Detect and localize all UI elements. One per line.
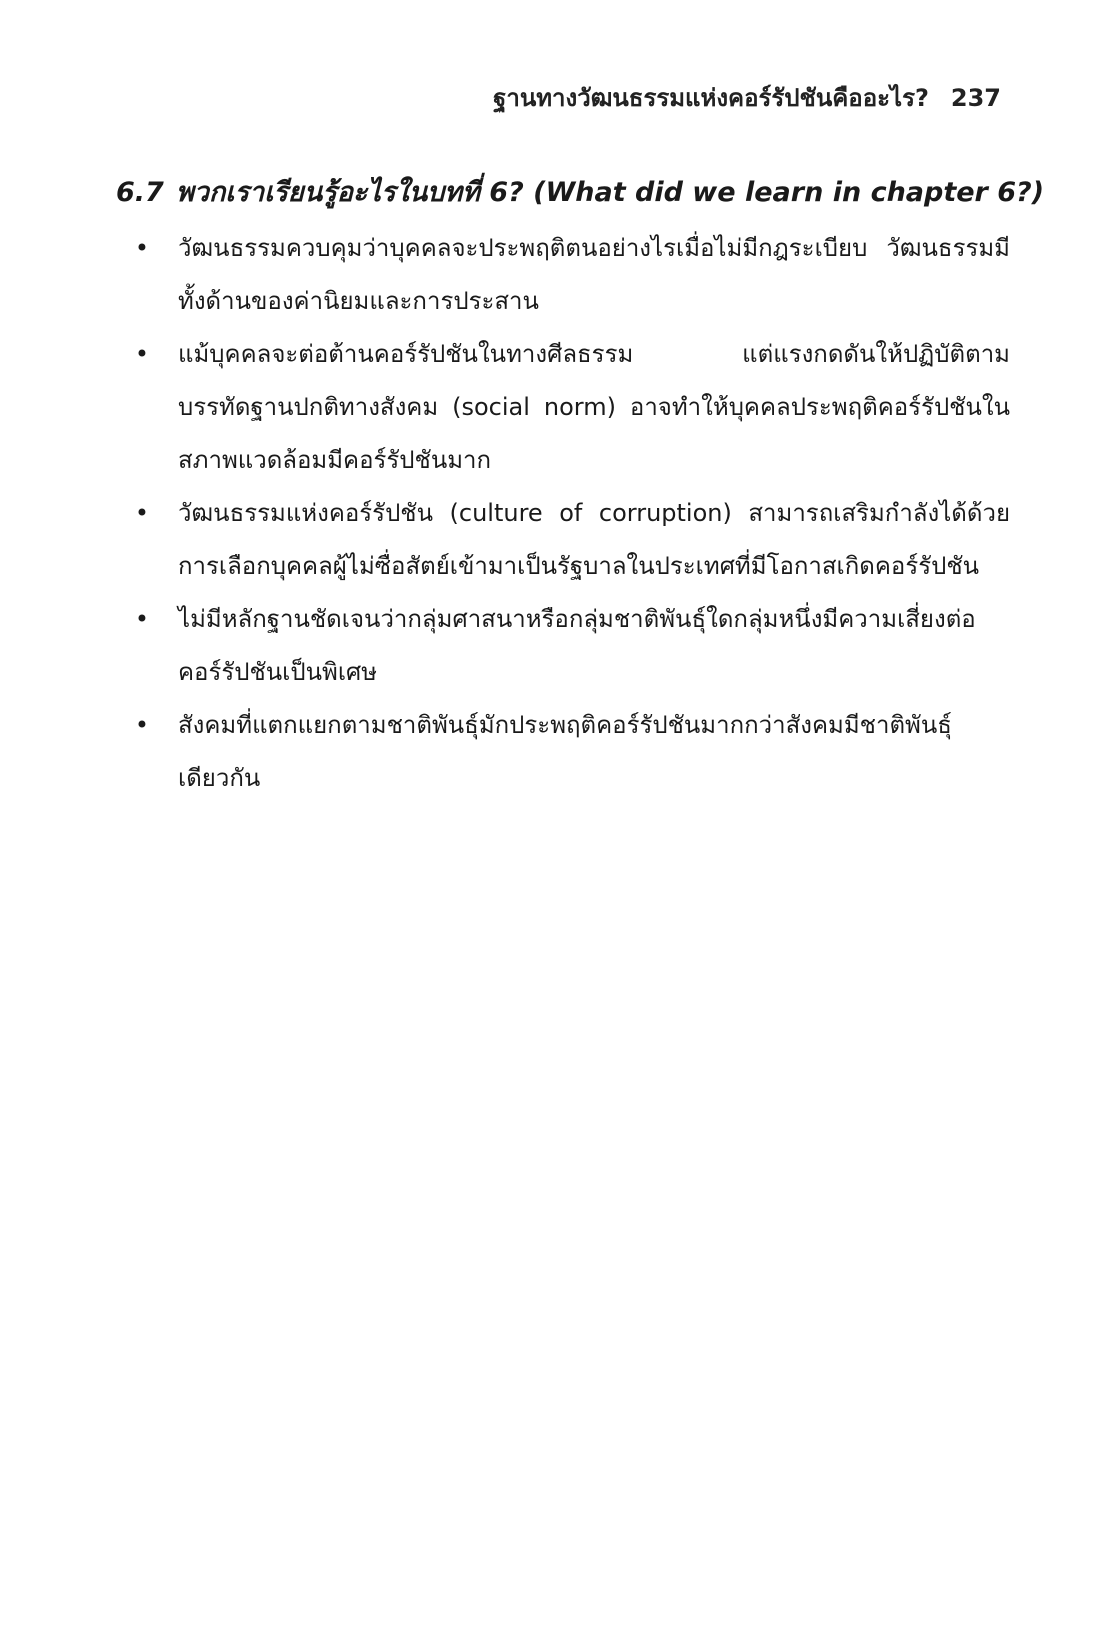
bullet-icon: • bbox=[134, 711, 150, 739]
list-item-text: วัฒนธรรมแห่งคอร์รัปชัน (culture of corruption) สามารถเสริมกำลังได้ด้วยการเลือกบุคคลผู้ไม่ซื่อสัตย์เข้ามาเป็นรัฐบาลในประเทศที่มีโอกาสเกิดคอร์รัปชัน bbox=[178, 499, 1010, 580]
bullet-icon: • bbox=[134, 234, 150, 262]
running-header bbox=[493, 78, 1001, 117]
list-item bbox=[130, 699, 1010, 805]
section-title: พวกเราเรียนรู้อะไรในบทที่ 6? (What did we learn in chapter 6?) bbox=[176, 177, 1045, 208]
page-number: 237 bbox=[950, 84, 1001, 112]
bullet-icon: • bbox=[134, 340, 150, 368]
bullet-icon: • bbox=[134, 499, 150, 527]
list-item-text: แม้บุคคลจะต่อต้านคอร์รัปชันในทางศีลธรรม แต่แรงกดดันให้ปฏิบัติตามบรรทัดฐานปกติทางสังคม (social norm) อาจทำให้บุคคลประพฤติคอร์รัปชันในสภาพแวดล้อมมีคอร์รัปชันมาก bbox=[178, 340, 1010, 474]
section-number: 6.7 bbox=[116, 177, 164, 208]
list-item bbox=[130, 593, 1010, 699]
list-item bbox=[130, 487, 1010, 593]
bullet-icon: • bbox=[134, 605, 150, 633]
list-item-text: ไม่มีหลักฐานชัดเจนว่ากลุ่มศาสนาหรือกลุ่มชาติพันธุ์ใดกลุ่มหนึ่งมีความเสี่ยงต่อคอร์รัปชันเป็นพิเศษ bbox=[178, 605, 976, 686]
list-item bbox=[130, 328, 1010, 487]
list-item-text: วัฒนธรรมควบคุมว่าบุคคลจะประพฤติตนอย่างไรเมื่อไม่มีกฎระเบียบ วัฒนธรรมมีทั้งด้านของค่านิยมและการประสาน bbox=[178, 234, 1010, 315]
summary-list bbox=[130, 222, 1010, 805]
list-item-text: สังคมที่แตกแยกตามชาติพันธุ์มักประพฤติคอร์รัปชันมากกว่าสังคมมีชาติพันธุ์เดียวกัน bbox=[178, 711, 952, 792]
chapter-title: ฐานทางวัฒนธรรมแห่งคอร์รัปชันคืออะไร? bbox=[493, 84, 929, 112]
section-heading bbox=[116, 170, 1045, 213]
list-item bbox=[130, 222, 1010, 328]
